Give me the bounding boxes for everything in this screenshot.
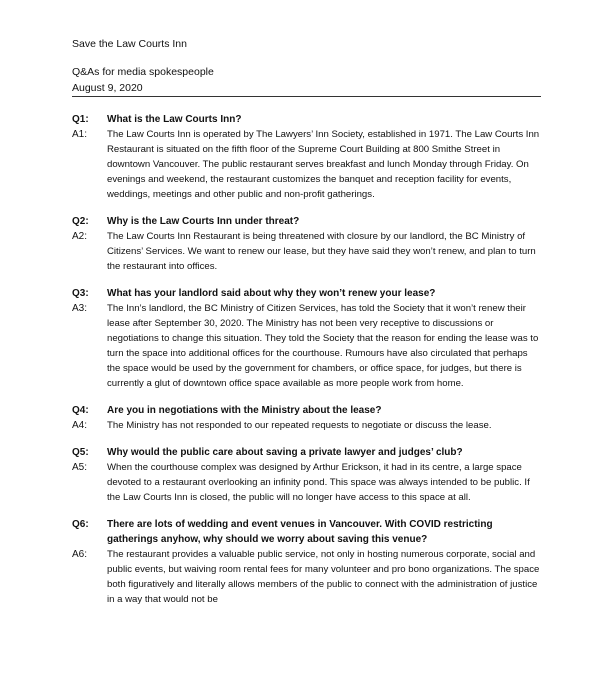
qa-item-4 xyxy=(72,403,542,433)
document-date: August 9, 2020 xyxy=(72,82,143,94)
answer-text: The Inn’s landlord, the BC Ministry of Citizen Services, has told the Society that it won’t renew their lease after September 30, 2020. The Ministry has not been very receptive to discussions or negotiations to change this situation. They told the Society that the reason for ending the lease was to turn the space into additional offices for the courthouse. Rumours have also circulated that perhaps the space would be used by the government for chambers, or office space, for judges, but there is currently a glut of downtown office space available as more people work from home. xyxy=(107,303,539,389)
question-text: There are lots of wedding and event venues in Vancouver. With COVID restricting gatherings anyhow, why should we worry about saving this venue? xyxy=(107,519,493,545)
answer-label: A5: xyxy=(72,462,88,473)
question-text: Why is the Law Courts Inn under threat? xyxy=(107,216,300,227)
question-text: What has your landlord said about why they won’t renew your lease? xyxy=(107,288,436,299)
answer-row xyxy=(72,127,542,202)
answer-label: A2: xyxy=(72,231,88,242)
answer-text: When the courthouse complex was designed by Arthur Erickson, it had in its centre, a large space devoted to a restaurant overlooking an infinity pond. This space was always intended to be public. If the Law Courts Inn is closed, the public will no longer have access to this space at all. xyxy=(107,462,530,503)
question-label: Q1: xyxy=(72,114,89,125)
question-row xyxy=(72,517,542,547)
answer-row xyxy=(72,547,542,607)
answer-text: The Law Courts Inn Restaurant is being threatened with closure by our landlord, the BC Ministry of Citizens’ Services. We want to renew our lease, but they have said they won’t renew, and plan to turn the restaurant into offices. xyxy=(107,231,536,272)
answer-text: The Ministry has not responded to our repeated requests to negotiate or discuss the lease. xyxy=(107,420,492,431)
question-row xyxy=(72,112,542,127)
question-label: Q4: xyxy=(72,405,89,416)
qa-item-1 xyxy=(72,112,542,202)
question-text: What is the Law Courts Inn? xyxy=(107,114,242,125)
header-divider xyxy=(72,96,541,97)
question-label: Q2: xyxy=(72,216,89,227)
answer-text: The Law Courts Inn is operated by The Lawyers’ Inn Society, established in 1971. The Law Courts Inn Restaurant is situated on the fifth floor of the Supreme Court Building at 800 Smithe Street in downtown Vancouver. The public restaurant serves breakfast and lunch Monday through Friday. On evenings and weekend, the restaurant customizes the banquet and reception facility for events, weddings, meetings and other public and non-profit gatherings. xyxy=(107,129,540,200)
question-label: Q3: xyxy=(72,288,89,299)
answer-label: A1: xyxy=(72,129,88,140)
question-row xyxy=(72,214,542,229)
qa-item-6 xyxy=(72,517,542,607)
qa-item-3 xyxy=(72,286,542,391)
document-subtitle: Q&As for media spokespeople xyxy=(72,66,214,78)
answer-label: A4: xyxy=(72,420,88,431)
question-text: Are you in negotiations with the Ministry about the lease? xyxy=(107,405,382,416)
document-title: Save the Law Courts Inn xyxy=(72,38,187,50)
answer-row xyxy=(72,460,542,505)
answer-row xyxy=(72,418,542,433)
answer-text: The restaurant provides a valuable public service, not only in hosting numerous corporate, social and public events, but waiving room rental fees for many volunteer and pro bono organizations. The space both figuratively and literally allows members of the public to connect with the administration of justice in a way that would not be xyxy=(107,549,540,605)
question-label: Q5: xyxy=(72,447,89,458)
qa-list xyxy=(72,112,542,619)
qa-item-2 xyxy=(72,214,542,274)
question-text: Why would the public care about saving a private lawyer and judges’ club? xyxy=(107,447,463,458)
question-row xyxy=(72,286,542,301)
question-label: Q6: xyxy=(72,519,89,530)
qa-item-5 xyxy=(72,445,542,505)
answer-label: A6: xyxy=(72,549,88,560)
answer-label: A3: xyxy=(72,303,88,314)
answer-row xyxy=(72,229,542,274)
question-row xyxy=(72,445,542,460)
question-row xyxy=(72,403,542,418)
answer-row xyxy=(72,301,542,391)
